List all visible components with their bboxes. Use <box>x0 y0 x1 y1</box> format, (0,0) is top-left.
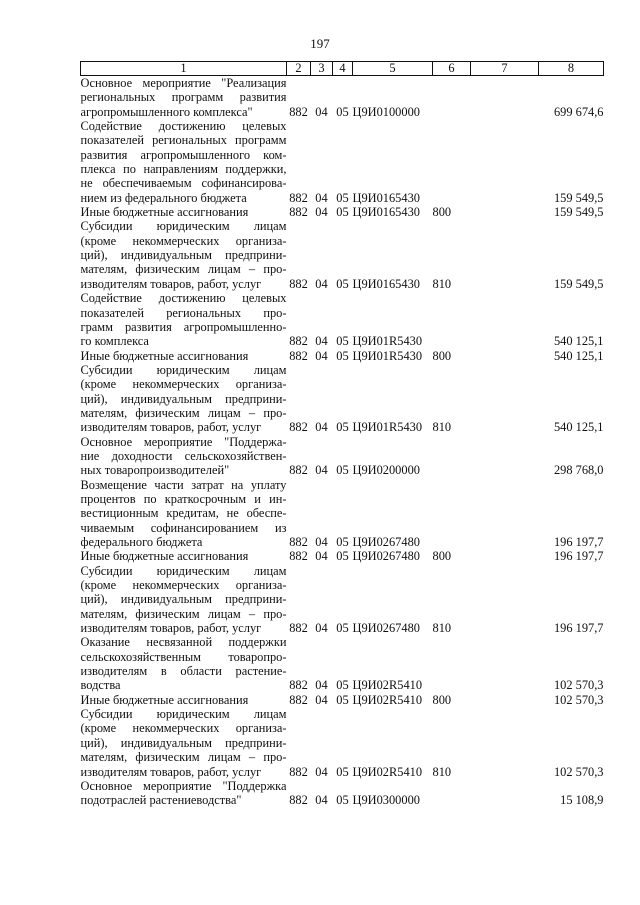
description-line: Иные бюджетные ассигнования <box>80 692 249 707</box>
row-description <box>81 219 287 291</box>
section-cell: 04 <box>315 334 328 349</box>
column-7-cell <box>471 707 539 779</box>
target-article-cell: Ц9И0100000 <box>352 104 420 119</box>
admin-code-cell: 882 <box>289 190 308 205</box>
table-row <box>81 76 604 120</box>
sum-cell: 196 197,7 <box>553 621 604 636</box>
admin-code-cell: 882 <box>289 764 308 779</box>
admin-code-cell: 882 <box>289 104 308 119</box>
description-line: Содействие достижению целевых <box>80 291 287 306</box>
sum-cell: 102 570,3 <box>553 692 604 707</box>
description-line: Иные бюджетные ассигнования <box>80 205 249 220</box>
description-line: ций), индивидуальным предприни- <box>80 391 287 406</box>
description-line: ных товаропроизводителей" <box>80 463 230 478</box>
description-line: ций), индивидуальным предприни- <box>80 735 287 750</box>
table-row <box>81 349 604 363</box>
section-cell: 04 <box>315 190 328 205</box>
section-cell: 04 <box>315 549 328 564</box>
admin-code-cell: 882 <box>289 692 308 707</box>
section-cell: 04 <box>315 348 328 363</box>
section-cell: 04 <box>315 692 328 707</box>
column-7-cell <box>471 549 539 563</box>
table-header-row <box>81 62 604 76</box>
header-col-1: 1 <box>81 62 287 76</box>
section-cell: 04 <box>315 793 328 808</box>
table-row <box>81 693 604 707</box>
description-line: нием из федерального бюджета <box>80 190 247 205</box>
subsection-cell: 05 <box>336 104 349 119</box>
description-line: водства <box>80 678 121 693</box>
description-line: показателей региональных про- <box>80 305 287 320</box>
column-7-cell <box>471 564 539 636</box>
subsection-cell: 05 <box>336 793 349 808</box>
expense-type-cell: 810 <box>432 276 452 291</box>
description-line: (кроме некоммерческих организа- <box>80 578 287 593</box>
expense-type-cell <box>433 435 471 478</box>
expense-type-cell <box>433 76 471 120</box>
description-line: Основное мероприятие "Поддержка <box>80 778 287 793</box>
table-row <box>81 779 604 808</box>
table-body <box>81 76 604 808</box>
expense-type-cell: 800 <box>432 348 452 363</box>
column-7-cell <box>471 363 539 435</box>
description-line: Оказание несвязанной поддержки <box>80 635 287 650</box>
description-line: развития агропромышленного ком- <box>80 147 287 162</box>
sum-cell: 159 549,5 <box>553 190 604 205</box>
target-article-cell: Ц9И02R5410 <box>352 764 423 779</box>
row-description <box>81 363 287 435</box>
section-cell: 04 <box>315 463 328 478</box>
column-7-cell <box>471 693 539 707</box>
description-line: региональных программ развития <box>80 90 287 105</box>
description-line: изводителям товаров, работ, услуг <box>80 276 262 291</box>
admin-code-cell: 882 <box>289 334 308 349</box>
row-description <box>81 635 287 692</box>
description-line: подотраслей растениеводства" <box>80 793 242 808</box>
header-col-3: 3 <box>311 62 333 76</box>
expense-type-cell <box>433 119 471 205</box>
description-line: изводителям в области растение- <box>80 664 287 679</box>
row-description <box>81 707 287 779</box>
description-line: ций), индивидуальным предприни- <box>80 248 287 263</box>
budget-table <box>80 61 604 808</box>
admin-code-cell: 882 <box>289 535 308 549</box>
subsection-cell: 05 <box>336 348 349 363</box>
expense-type-cell: 800 <box>432 205 452 220</box>
table-row <box>81 205 604 219</box>
description-line: Субсидии юридическим лицам <box>80 563 287 578</box>
description-line: изводителям товаров, работ, услуг <box>80 764 262 779</box>
admin-code-cell: 882 <box>289 463 308 478</box>
column-7-cell <box>471 119 539 205</box>
subsection-cell: 05 <box>336 205 349 220</box>
row-description <box>81 291 287 348</box>
description-line: Содействие достижению целевых <box>80 119 287 134</box>
table-row <box>81 707 604 779</box>
description-line: (кроме некоммерческих организа- <box>80 377 287 392</box>
table-row <box>81 119 604 205</box>
description-line: Возмещение части затрат на уплату <box>80 477 287 492</box>
description-line: вестиционным кредитам, не обеспе- <box>80 506 287 521</box>
admin-code-cell: 882 <box>289 549 308 564</box>
section-cell: 04 <box>315 104 328 119</box>
table-row <box>81 363 604 435</box>
subsection-cell: 05 <box>336 463 349 478</box>
header-col-2: 2 <box>287 62 311 76</box>
table-row <box>81 635 604 692</box>
target-article-cell: Ц9И02R5410 <box>352 692 423 707</box>
section-cell: 04 <box>315 276 328 291</box>
target-article-cell: Ц9И0267480 <box>352 549 420 564</box>
subsection-cell: 05 <box>336 692 349 707</box>
header-col-4: 4 <box>333 62 353 76</box>
sum-cell: 540 125,1 <box>553 348 604 363</box>
row-description <box>81 549 287 563</box>
description-line: мателям, физическим лицам – про- <box>80 262 287 277</box>
row-description <box>81 564 287 636</box>
description-line: Иные бюджетные ассигнования <box>80 549 249 564</box>
column-7-cell <box>471 205 539 219</box>
description-line: изводителям товаров, работ, услуг <box>80 621 262 636</box>
sum-cell: 540 125,1 <box>553 334 604 349</box>
row-description <box>81 693 287 707</box>
target-article-cell: Ц9И01R5430 <box>352 348 423 363</box>
section-cell: 04 <box>315 678 328 693</box>
section-cell: 04 <box>315 535 328 549</box>
description-line: Субсидии юридическим лицам <box>80 707 287 722</box>
column-7-cell <box>471 478 539 550</box>
sum-cell: 159 549,5 <box>553 276 604 291</box>
section-cell: 04 <box>315 764 328 779</box>
section-cell: 04 <box>315 205 328 220</box>
admin-code-cell: 882 <box>289 678 308 693</box>
header-col-5: 5 <box>353 62 433 76</box>
expense-type-cell <box>433 635 471 692</box>
column-7-cell <box>471 349 539 363</box>
column-7-cell <box>471 291 539 348</box>
description-line: мателям, физическим лицам – про- <box>80 405 287 420</box>
target-article-cell: Ц9И0300000 <box>352 793 420 808</box>
table-row <box>81 564 604 636</box>
description-line: (кроме некоммерческих организа- <box>80 233 287 248</box>
section-cell: 04 <box>315 420 328 435</box>
row-description <box>81 349 287 363</box>
admin-code-cell: 882 <box>289 793 308 808</box>
description-line: показателей региональных программ <box>80 133 287 148</box>
admin-code-cell: 882 <box>289 276 308 291</box>
description-line: грамм развития агропромышленно- <box>80 319 287 334</box>
description-line: мателям, физическим лицам – про- <box>80 750 287 765</box>
header-col-6: 6 <box>433 62 471 76</box>
row-description <box>81 435 287 478</box>
sum-cell: 102 570,3 <box>553 678 604 693</box>
description-line: ние доходности сельскохозяйствен- <box>80 448 287 463</box>
target-article-cell: Ц9И01R5430 <box>352 334 423 349</box>
subsection-cell: 05 <box>336 549 349 564</box>
sum-cell: 159 549,5 <box>553 205 604 220</box>
column-7-cell <box>471 76 539 120</box>
expense-type-cell <box>433 779 471 808</box>
admin-code-cell: 882 <box>289 621 308 636</box>
description-line: мателям, физическим лицам – про- <box>80 606 287 621</box>
description-line: плекса по направлениям поддержки, <box>80 162 287 177</box>
description-line: Основное мероприятие "Реализация <box>80 76 287 90</box>
expense-type-cell: 800 <box>432 549 452 564</box>
sum-cell: 699 674,6 <box>553 104 604 119</box>
sum-cell: 298 768,0 <box>553 463 604 478</box>
target-article-cell: Ц9И0165430 <box>352 190 420 205</box>
expense-type-cell <box>433 291 471 348</box>
subsection-cell: 05 <box>336 535 349 549</box>
description-line: Основное мероприятие "Поддержа- <box>80 434 287 449</box>
expense-type-cell: 810 <box>432 420 452 435</box>
column-7-cell <box>471 435 539 478</box>
subsection-cell: 05 <box>336 334 349 349</box>
column-7-cell <box>471 779 539 808</box>
expense-type-cell: 810 <box>432 764 452 779</box>
row-description <box>81 76 287 120</box>
sum-cell: 102 570,3 <box>553 764 604 779</box>
target-article-cell: Ц9И0267480 <box>352 535 420 549</box>
sum-cell: 196 197,7 <box>553 549 604 564</box>
section-cell: 04 <box>315 621 328 636</box>
admin-code-cell: 882 <box>289 205 308 220</box>
row-description <box>81 779 287 808</box>
description-line: изводителям товаров, работ, услуг <box>80 420 262 435</box>
target-article-cell: Ц9И01R5430 <box>352 420 423 435</box>
column-7-cell <box>471 635 539 692</box>
target-article-cell: Ц9И0267480 <box>352 621 420 636</box>
target-article-cell: Ц9И0165430 <box>352 205 420 220</box>
expense-type-cell <box>433 478 471 550</box>
table-row <box>81 291 604 348</box>
subsection-cell: 05 <box>336 420 349 435</box>
subsection-cell: 05 <box>336 764 349 779</box>
table-row <box>81 219 604 291</box>
subsection-cell: 05 <box>336 190 349 205</box>
description-line: (кроме некоммерческих организа- <box>80 721 287 736</box>
description-line: Иные бюджетные ассигнования <box>80 348 249 363</box>
description-line: Субсидии юридическим лицам <box>80 219 287 234</box>
row-description <box>81 205 287 219</box>
description-line: Субсидии юридическим лицам <box>80 362 287 377</box>
description-line: агропромышленного комплекса" <box>80 104 253 119</box>
column-7-cell <box>471 219 539 291</box>
subsection-cell: 05 <box>336 621 349 636</box>
row-description <box>81 478 287 550</box>
target-article-cell: Ц9И02R5410 <box>352 678 423 693</box>
table-row <box>81 478 604 550</box>
expense-type-cell: 800 <box>432 692 452 707</box>
target-article-cell: Ц9И0165430 <box>352 276 420 291</box>
admin-code-cell: 882 <box>289 348 308 363</box>
sum-cell: 15 108,9 <box>560 793 604 808</box>
description-line: не обеспечиваемым софинансирова- <box>80 176 287 191</box>
description-line: процентов по краткосрочным и ин- <box>80 491 287 506</box>
header-col-8: 8 <box>539 62 604 76</box>
description-line: чиваемым софинансированием из <box>80 520 287 535</box>
description-line: федерального бюджета <box>80 535 203 549</box>
expense-type-cell: 810 <box>432 621 452 636</box>
table-row <box>81 435 604 478</box>
table-row <box>81 549 604 563</box>
page-number: 197 <box>310 36 330 51</box>
row-description <box>81 119 287 205</box>
target-article-cell: Ц9И0200000 <box>352 463 420 478</box>
description-line: сельскохозяйственным товаропро- <box>80 649 287 664</box>
sum-cell: 196 197,7 <box>553 535 604 549</box>
description-line: го комплекса <box>80 334 149 349</box>
admin-code-cell: 882 <box>289 420 308 435</box>
subsection-cell: 05 <box>336 678 349 693</box>
sum-cell: 540 125,1 <box>553 420 604 435</box>
description-line: ций), индивидуальным предприни- <box>80 592 287 607</box>
subsection-cell: 05 <box>336 276 349 291</box>
header-col-7: 7 <box>471 62 539 76</box>
